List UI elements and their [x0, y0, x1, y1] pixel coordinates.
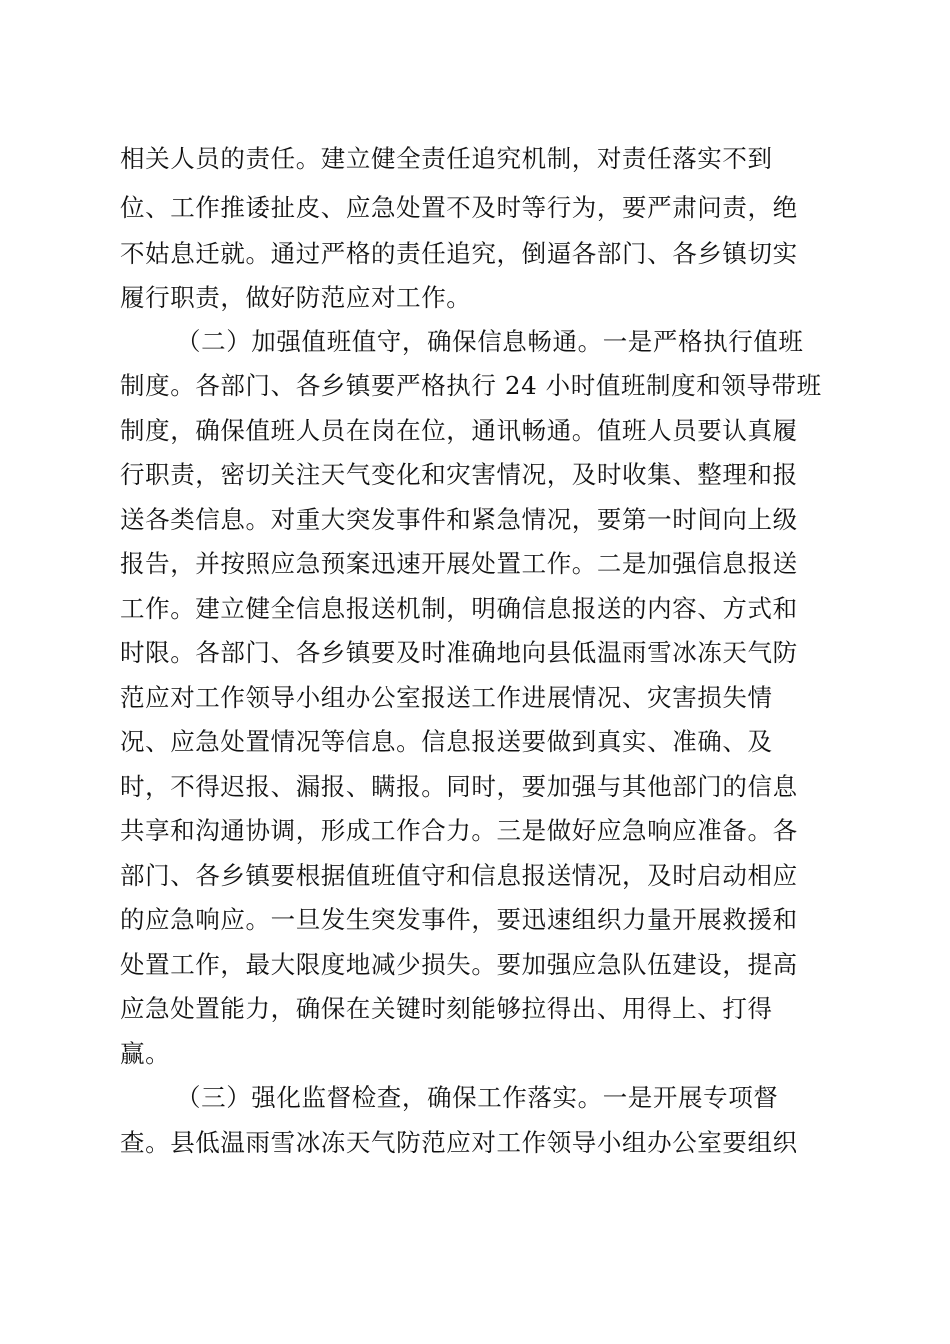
text-line: 范应对工作领导小组办公室报送工作进展情况、灾害损失情	[120, 683, 773, 712]
text-line: 制度。各部门、各乡镇要严格执行 24 小时值班制度和领导带班	[120, 371, 822, 400]
text-line: 报告，并按照应急预案迅速开展处置工作。二是加强信息报送	[120, 549, 798, 578]
text-line: 的应急响应。一旦发生突发事件，要迅速组织力量开展救援和	[120, 905, 798, 934]
section-heading-line: （二）加强值班值守，确保信息畅通。一是严格执行值班	[176, 327, 804, 356]
text-line: 相关人员的责任。建立健全责任追究机制，对责任落实不到	[120, 144, 773, 173]
text-line: 部门、各乡镇要根据值班值守和信息报送情况，及时启动相应	[120, 861, 798, 890]
text-line: 时限。各部门、各乡镇要及时准确地向县低温雨雪冰冻天气防	[120, 638, 798, 667]
text-line: 履行职责，做好防范应对工作。	[120, 283, 472, 312]
text-line: 位、工作推诿扯皮、应急处置不及时等行为，要严肃问责，绝	[120, 193, 798, 222]
text-line: 制度，确保值班人员在岗在位，通讯畅通。值班人员要认真履	[120, 416, 798, 445]
text-line: 时，不得迟报、漏报、瞒报。同时，要加强与其他部门的信息	[120, 772, 798, 801]
text-line: 送各类信息。对重大突发事件和紧急情况，要第一时间向上级	[120, 505, 798, 534]
text-line: 应急处置能力，确保在关键时刻能够拉得出、用得上、打得	[120, 994, 773, 1023]
text-line: 查。县低温雨雪冰冻天气防范应对工作领导小组办公室要组织	[120, 1128, 798, 1157]
text-line: 行职责，密切关注天气变化和灾害情况，及时收集、整理和报	[120, 460, 798, 489]
text-line: 赢。	[120, 1039, 171, 1068]
text-line: 共享和沟通协调，形成工作合力。三是做好应急响应准备。各	[120, 816, 798, 845]
text-line: 工作。建立健全信息报送机制，明确信息报送的内容、方式和	[120, 594, 798, 623]
text-line: 处置工作，最大限度地减少损失。要加强应急队伍建设，提高	[120, 950, 798, 979]
section-heading-line: （三）强化监督检查，确保工作落实。一是开展专项督	[176, 1083, 779, 1112]
text-line: 不姑息迁就。通过严格的责任追究，倒逼各部门、各乡镇切实	[120, 239, 798, 268]
text-line: 况、应急处置情况等信息。信息报送要做到真实、准确、及	[120, 727, 773, 756]
